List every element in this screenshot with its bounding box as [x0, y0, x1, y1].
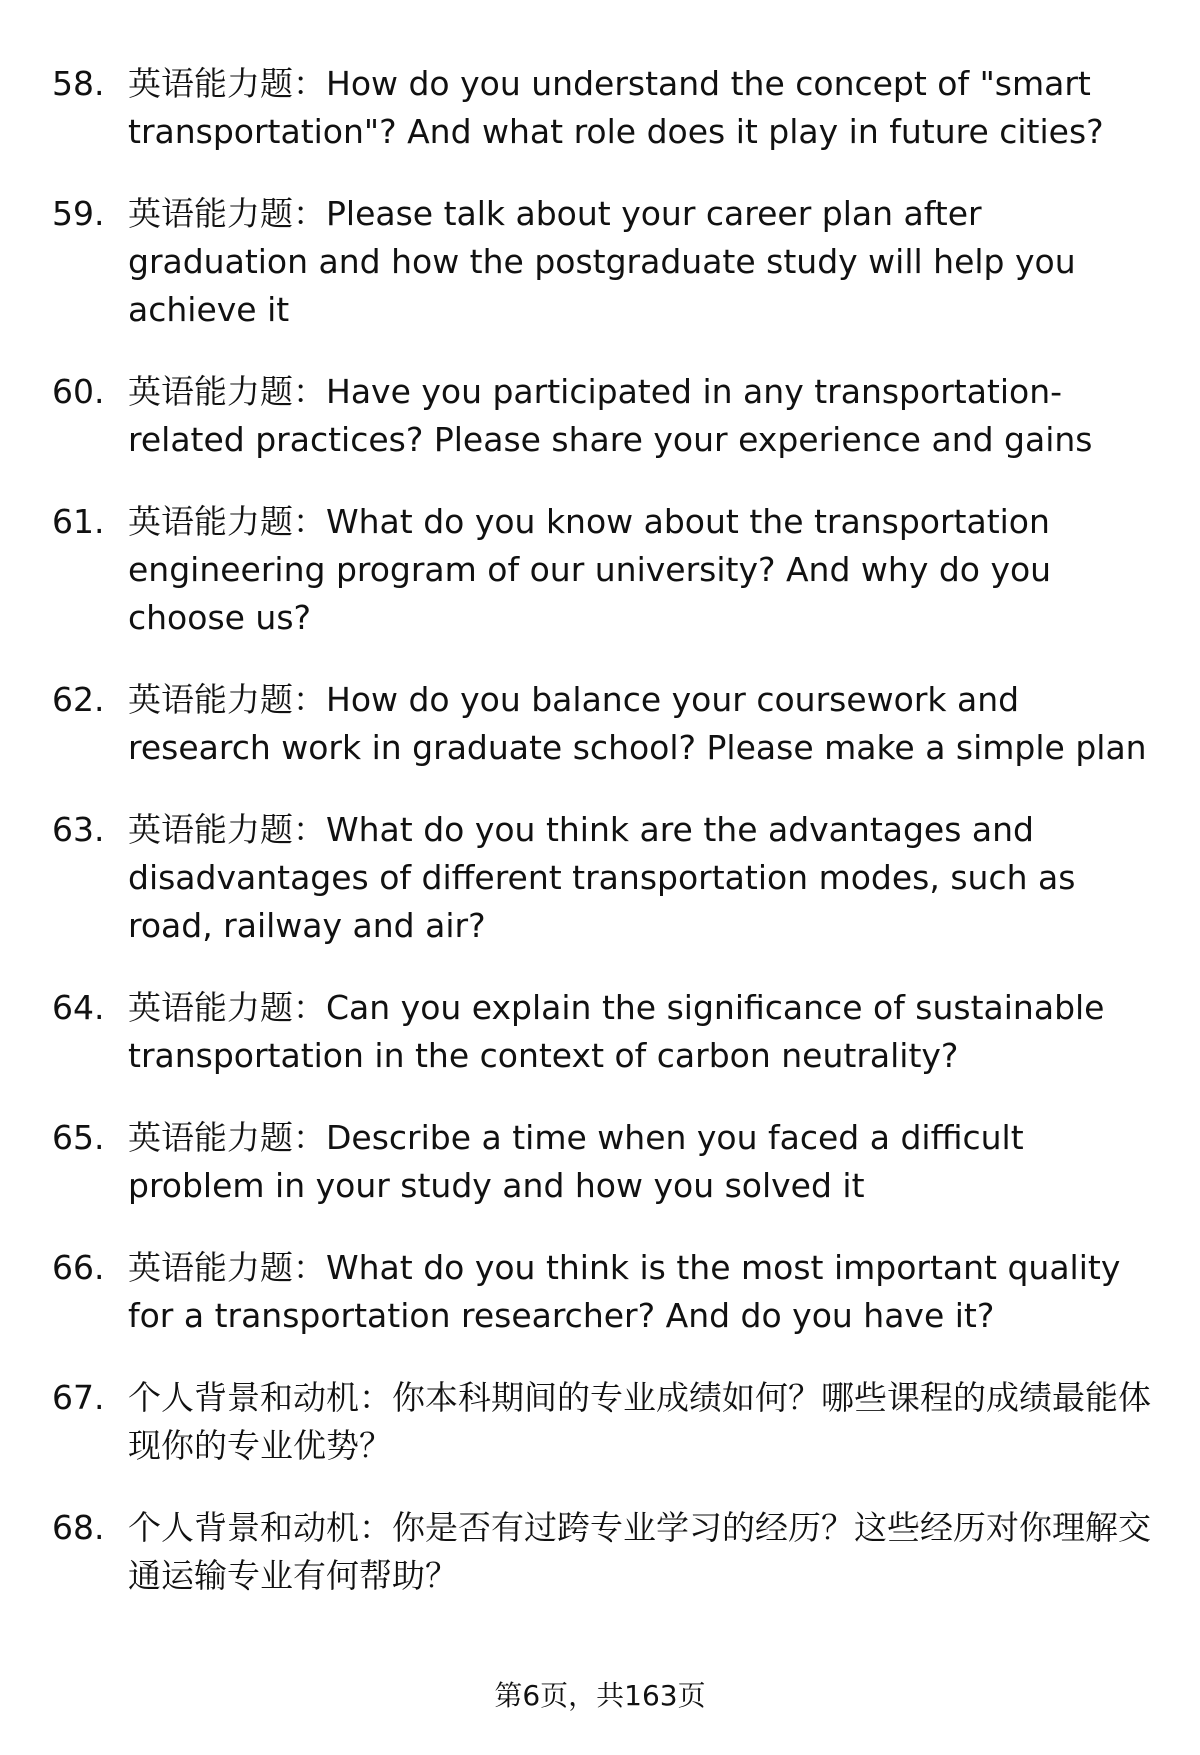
question-category: 英语能力题： — [128, 372, 326, 411]
question-number: 62. — [52, 680, 105, 719]
question-item — [52, 1504, 1162, 1600]
question-number: 58. — [52, 64, 105, 103]
question-category: 个人背景和动机： — [128, 1508, 392, 1547]
question-number: 67. — [52, 1378, 105, 1417]
question-body — [128, 190, 1162, 334]
question-item — [52, 498, 1162, 642]
question-number: 63. — [52, 810, 105, 849]
question-body — [128, 676, 1162, 772]
question-item — [52, 676, 1162, 772]
question-item — [52, 368, 1162, 464]
question-text: How do you understand the concept of "smart transportation"? And what role does it play in future cities? — [128, 64, 1104, 151]
question-text: Can you explain the significance of sustainable transportation in the context of carbon neutrality? — [128, 988, 1105, 1075]
page-number-label: 第6页，共163页 — [494, 1679, 706, 1712]
question-text: 你本科期间的专业成绩如何？哪些课程的成绩最能体现你的专业优势？ — [128, 1378, 1151, 1465]
question-category: 英语能力题： — [128, 810, 326, 849]
question-body — [128, 498, 1162, 642]
question-item — [52, 1374, 1162, 1470]
question-item — [52, 806, 1162, 950]
question-text: What do you think is the most important quality for a transportation researcher? And do you have it? — [128, 1248, 1121, 1335]
question-number: 64. — [52, 988, 105, 1027]
question-text: Please talk about your career plan after graduation and how the postgraduate study will help you achieve it — [128, 194, 1076, 329]
question-category: 英语能力题： — [128, 64, 326, 103]
question-body — [128, 60, 1162, 156]
question-number: 66. — [52, 1248, 105, 1287]
page-footer — [0, 1676, 1200, 1716]
question-number: 68. — [52, 1508, 105, 1547]
question-category: 英语能力题： — [128, 194, 326, 233]
question-text: What do you know about the transportation engineering program of our university? And why do you choose us? — [128, 502, 1052, 637]
question-item — [52, 190, 1162, 334]
question-body — [128, 1504, 1162, 1600]
question-category: 英语能力题： — [128, 988, 326, 1027]
question-text: Have you participated in any transportation-related practices? Please share your experience and gains — [128, 372, 1093, 459]
question-body — [128, 806, 1162, 950]
question-text: Describe a time when you faced a difficult problem in your study and how you solved it — [128, 1118, 1024, 1205]
question-text: How do you balance your coursework and research work in graduate school? Please make a simple plan — [128, 680, 1147, 767]
question-body — [128, 1244, 1162, 1340]
question-number: 59. — [52, 194, 105, 233]
question-item — [52, 984, 1162, 1080]
question-body — [128, 1374, 1162, 1470]
question-category: 英语能力题： — [128, 502, 326, 541]
question-body — [128, 1114, 1162, 1210]
question-number: 60. — [52, 372, 105, 411]
question-body — [128, 368, 1162, 464]
question-body — [128, 984, 1162, 1080]
question-category: 英语能力题： — [128, 1118, 326, 1157]
question-category: 个人背景和动机： — [128, 1378, 392, 1417]
question-number: 65. — [52, 1118, 105, 1157]
question-text: What do you think are the advantages and disadvantages of different transportation modes, such as road, railway and air? — [128, 810, 1076, 945]
question-item — [52, 1114, 1162, 1210]
question-list — [52, 60, 1162, 1634]
question-category: 英语能力题： — [128, 680, 326, 719]
question-category: 英语能力题： — [128, 1248, 326, 1287]
question-item — [52, 60, 1162, 156]
question-number: 61. — [52, 502, 105, 541]
question-item — [52, 1244, 1162, 1340]
question-text: 你是否有过跨专业学习的经历？这些经历对你理解交通运输专业有何帮助？ — [128, 1508, 1151, 1595]
